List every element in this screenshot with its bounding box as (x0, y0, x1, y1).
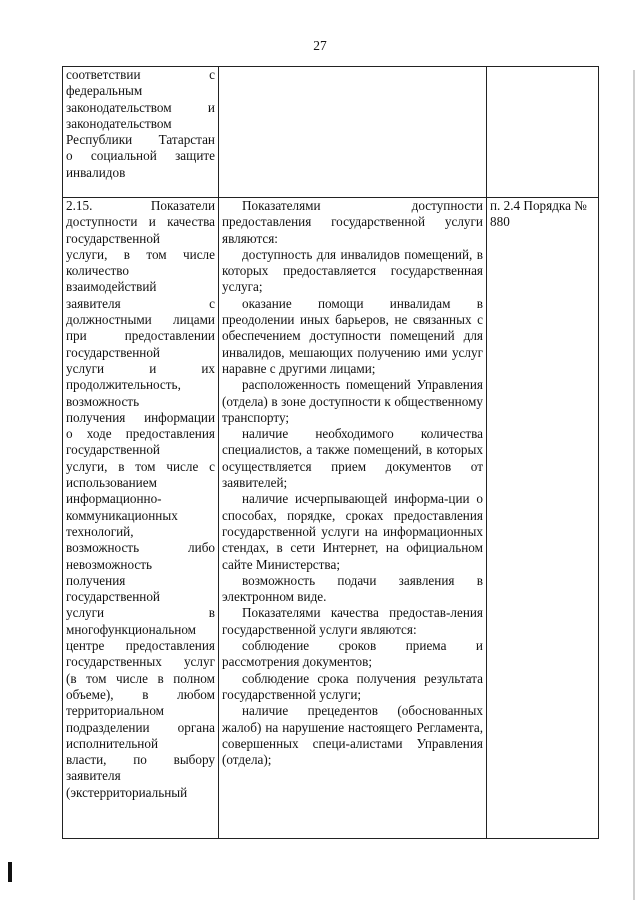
cell-line: коммуникационных (66, 507, 178, 523)
cell-paragraph: Показателями качества предостав-ления государственной услуги являются: (222, 605, 483, 637)
scan-edge-line (633, 70, 635, 900)
cell-line: заявителя (66, 768, 121, 784)
cell-line: использованием (66, 475, 157, 491)
row2-col1-cell (63, 198, 219, 839)
table-row (63, 198, 599, 839)
cell-line: центре предоставления (66, 638, 215, 654)
cell-line: о ходе предоставления (66, 426, 215, 442)
cell-line: продолжительность, (66, 377, 181, 393)
row1-col3-cell (487, 67, 599, 198)
cell-line: услуги, в том числе (66, 246, 215, 262)
cell-line: многофункциональном (66, 621, 197, 637)
margin-mark (8, 862, 12, 882)
cell-paragraph: возможность подачи заявления в электронном виде. (222, 572, 483, 605)
cell-line: услуги и их (66, 360, 215, 376)
cell-line: услуги, в том числе с (66, 458, 215, 474)
cell-line: государственных услуг (66, 654, 215, 670)
cell-line: 2.15. Показатели (66, 198, 215, 213)
cell-paragraph: оказание помощи инвалидам в преодолении иных барьеров, не связанных с обеспечением доступности помещений для инвалидов, мешающих получению ими услуг наравне с другими лицами; (222, 295, 483, 376)
row1-col1-text (66, 67, 215, 181)
cell-line: федеральным (66, 83, 143, 99)
cell-line: государственной (66, 344, 160, 360)
cell-paragraph: соблюдение срока получения результата государственной услуги; (222, 670, 483, 702)
row1-col2-cell (219, 67, 487, 198)
cell-line: получения (66, 572, 126, 588)
cell-line: заявителя с (66, 295, 215, 311)
cell-line: возможность либо (66, 540, 215, 556)
cell-line: технологий, (66, 523, 134, 539)
cell-line: возможность (66, 393, 140, 409)
cell-line: власти, по выбору (66, 752, 215, 768)
cell-line: при предоставлении (66, 328, 215, 344)
row2-col3-cell (487, 198, 599, 839)
cell-line: подразделении органа (66, 719, 215, 735)
cell-line: государственной (66, 230, 160, 246)
cell-line: информационно- (66, 491, 162, 507)
cell-line: Республики Татарстан (66, 132, 215, 148)
cell-line: инвалидов (66, 164, 126, 180)
cell-line: доступности и качества (66, 214, 215, 230)
row2-col2-cell (219, 198, 487, 839)
cell-line: территориальном (66, 703, 165, 719)
cell-line: взаимодействий (66, 279, 157, 295)
row1-col1-cell (63, 67, 219, 198)
cell-paragraph: доступность для инвалидов помещений, в которых предоставляется государственная услуга; (222, 246, 483, 295)
cell-paragraph: наличие необходимого количества специалистов, а также помещений, в которых осуществляется прием документов от заявителей; (222, 426, 483, 491)
cell-paragraph: расположенность помещений Управления (отдела) в зоне доступности к общественному транспорту; (222, 377, 483, 425)
cell-line: исполнительной (66, 735, 159, 751)
cell-line: должностными лицами (66, 312, 215, 328)
table-row (63, 67, 599, 198)
cell-paragraph: соблюдение сроков приема и рассмотрения документов; (222, 638, 483, 670)
cell-line: (экстерриториальный (66, 784, 188, 800)
cell-line: получения информации (66, 409, 215, 425)
regulation-table (62, 66, 599, 839)
cell-line: государственной (66, 589, 160, 605)
cell-line: услуги в (66, 605, 215, 621)
cell-paragraph: Показателями доступности предоставления государственной услуги являются: (222, 198, 483, 246)
row2-col3-reference: п. 2.4 Порядка № 880 (490, 198, 587, 230)
row2-col2-text (222, 198, 483, 768)
cell-paragraph: наличие исчерпывающей информа-ции о способах, порядке, сроках предоставления государственной услуги на информационных стендах, в сети Интернет, на официальном сайте Министерства; (222, 491, 483, 572)
cell-line: невозможность (66, 556, 152, 572)
cell-line: законодательством (66, 115, 172, 131)
cell-line: (в том числе в полном (66, 670, 215, 686)
cell-line: количество (66, 263, 129, 279)
row2-col1-text (66, 198, 215, 801)
cell-line: соответствии с (66, 67, 215, 82)
cell-line: о социальной защите (66, 148, 215, 164)
cell-line: государственной (66, 442, 160, 458)
page-number: 27 (313, 38, 327, 53)
cell-line: законодательством и (66, 99, 215, 115)
cell-paragraph: наличие прецедентов (обоснованных жалоб) на нарушение настоящего Регламента, совершенных специ-алистами Управления (отдела); (222, 703, 483, 768)
cell-line: объеме), в любом (66, 686, 215, 702)
